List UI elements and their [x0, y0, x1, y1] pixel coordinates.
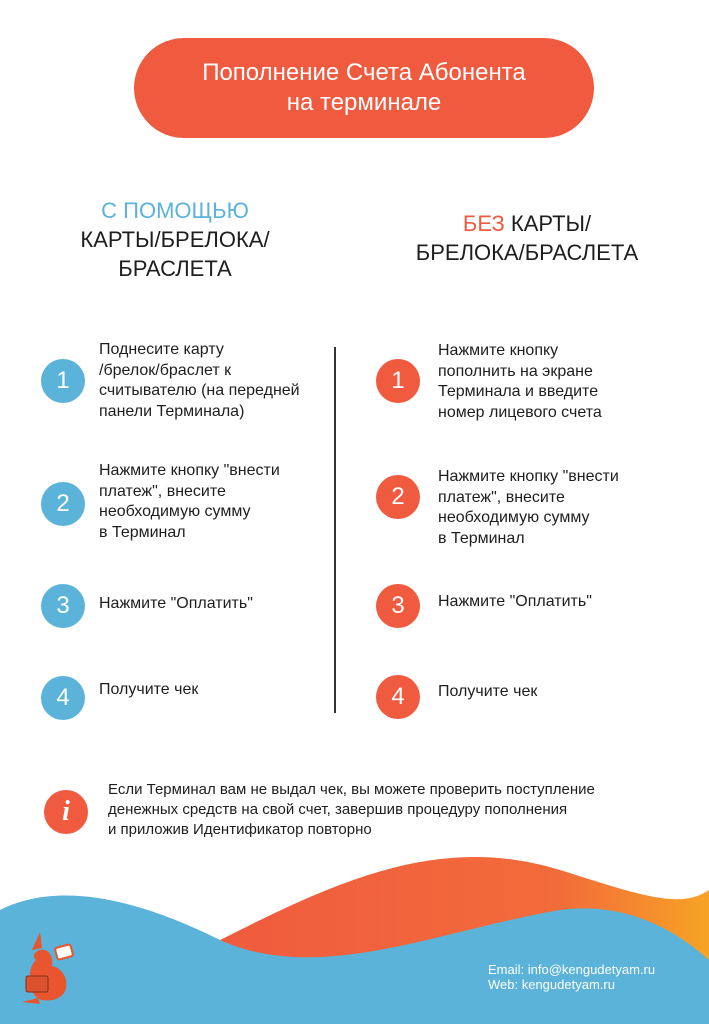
left-heading-line3: БРАСЛЕТА	[118, 256, 232, 281]
left-step-1-line: Поднесите карту	[99, 341, 224, 358]
page-title-line2: на терминале	[286, 89, 442, 116]
right-heading-rest: КАРТЫ/	[504, 211, 592, 236]
footer-contact	[488, 962, 655, 992]
left-step-1-text	[99, 340, 329, 422]
left-step-1-line: /брелок/браслет к	[99, 361, 232, 379]
kangaroo-logo-icon	[18, 926, 84, 1006]
right-step-2-line: платеж", внесите	[438, 488, 565, 506]
left-step-3-text	[99, 594, 329, 615]
info-icon: i	[44, 790, 88, 834]
footer-email: Email: info@kengudetyam.ru	[488, 962, 656, 977]
right-step-3-line: Нажмите "Оплатить"	[438, 593, 592, 610]
left-step-2-line: Нажмите кнопку "внести	[99, 462, 280, 479]
info-note	[108, 780, 668, 840]
right-step-3-number: 3	[376, 584, 420, 628]
right-step-2-text	[438, 467, 668, 549]
left-step-1-line: панели Терминала)	[99, 402, 245, 420]
right-step-1-line: пополнить на экране	[438, 362, 593, 380]
footer-wave	[0, 850, 709, 1024]
left-step-1-line: считывателю (на передней	[99, 382, 300, 399]
right-step-2-line: в Терминал	[438, 529, 525, 547]
left-step-1-number: 1	[41, 359, 85, 403]
right-step-1-line: Нажмите кнопку	[438, 342, 559, 359]
left-heading-accent: С ПОМОЩЬЮ	[101, 198, 249, 223]
right-heading-line2: БРЕЛОКА/БРАСЛЕТА	[415, 240, 639, 265]
left-step-2-line: платеж", внесите	[99, 482, 226, 500]
info-note-line: денежных средств на свой счет, завершив процедуру пополнения	[108, 801, 568, 818]
right-step-4-number: 4	[376, 675, 420, 719]
right-step-4-line: Получите чек	[438, 683, 538, 700]
right-step-1-number: 1	[376, 359, 420, 403]
right-step-1-text	[438, 341, 668, 423]
info-note-line: и приложив Идентификатор повторно	[108, 821, 372, 838]
left-step-2-line: необходимую сумму	[99, 503, 251, 520]
footer-web: Web: kengudetyam.ru	[488, 977, 615, 992]
column-divider	[334, 347, 336, 713]
left-column-heading	[40, 196, 310, 283]
right-step-2-line: Нажмите кнопку "внести	[438, 468, 619, 485]
left-step-3-line: Нажмите "Оплатить"	[99, 595, 253, 612]
right-step-1-line: номер лицевого счета	[438, 403, 602, 421]
right-heading-accent: БЕЗ	[462, 211, 505, 236]
right-column-heading	[392, 209, 662, 267]
info-note-line: Если Терминал вам не выдал чек, вы можете проверить поступление	[108, 781, 595, 798]
left-step-3-number: 3	[41, 584, 85, 628]
left-step-4-text	[99, 680, 329, 701]
page-title-line1: Пополнение Счета Абонента	[202, 59, 526, 86]
right-step-2-number: 2	[376, 475, 420, 519]
left-step-2-number: 2	[41, 482, 85, 526]
right-step-2-line: необходимую сумму	[438, 509, 590, 526]
right-step-3-text	[438, 592, 668, 613]
left-heading-line2: КАРТЫ/БРЕЛОКА/	[80, 227, 270, 252]
left-step-4-number: 4	[41, 676, 85, 720]
left-step-4-line: Получите чек	[99, 681, 199, 698]
right-step-4-text	[438, 682, 668, 703]
page-title	[134, 38, 594, 138]
left-step-2-line: в Терминал	[99, 523, 186, 541]
left-step-2-text	[99, 461, 329, 543]
right-step-1-line: Терминала и введите	[438, 383, 599, 400]
